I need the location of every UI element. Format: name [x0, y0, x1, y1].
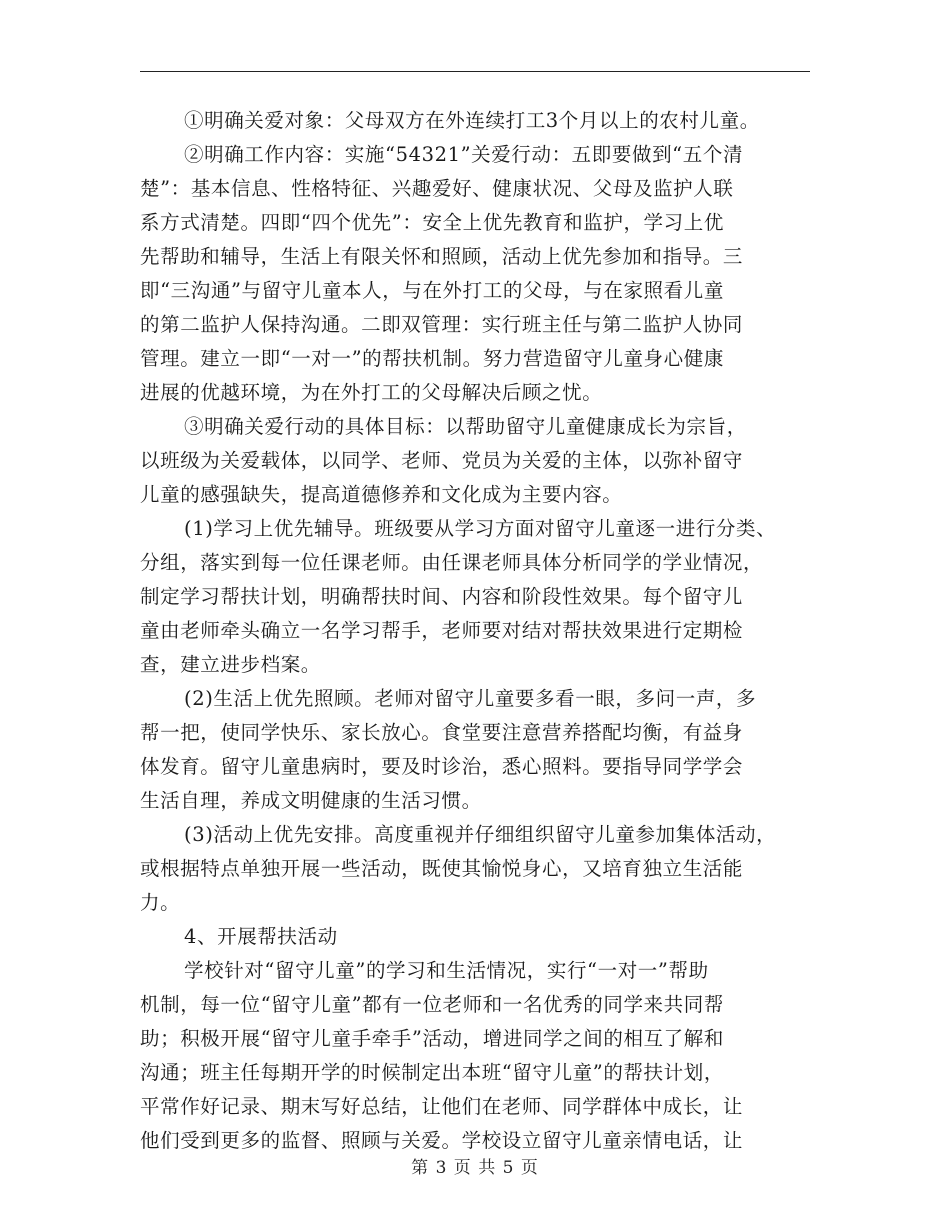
text-line: 楚”：基本信息、性格特征、兴趣爱好、健康状况、父母及监护人联 [140, 177, 734, 200]
text-line: 童由老师牵头确立一名学习帮手，老师要对结对帮扶效果进行定期检 [140, 619, 744, 642]
text-line: 即“三沟通”与留守儿童本人，与在外打工的父母，与在家照看儿童 [140, 279, 724, 302]
text-line: 助；积极开展“留守儿童手牵手”活动，增进同学之间的相互了解和 [140, 1027, 724, 1050]
text-line: ③明确关爱行动的具体目标：以帮助留守儿童健康成长为宗旨， [184, 415, 747, 438]
text-line: 平常作好记录、期末写好总结，让他们在老师、同学群体中成长，让 [140, 1095, 744, 1118]
header-rule [140, 71, 810, 72]
text-line: 机制，每一位“留守儿童”都有一位老师和一名优秀的同学来共同帮 [140, 993, 724, 1016]
text-line: (2)生活上优先照顾。老师对留守儿童要多看一眼，多问一声，多 [184, 687, 757, 710]
text-line: 儿童的感强缺失，提高道德修养和文化成为主要内容。 [140, 483, 623, 506]
document-body [140, 104, 820, 1158]
text-line: 的第二监护人保持沟通。二即双管理：实行班主任与第二监护人协同 [140, 313, 744, 336]
page-number: 第 3 页 共 5 页 [411, 1158, 539, 1178]
text-line: 查，建立进步档案。 [140, 653, 321, 676]
text-line: 进展的优越环境，为在外打工的父母解决后顾之忧。 [140, 381, 603, 404]
text-line: 分组，落实到每一位任课老师。由任课老师具体分析同学的学业情况， [140, 551, 764, 574]
text-line: 学校针对“留守儿童”的学习和生活情况，实行“一对一”帮助 [184, 959, 709, 982]
text-line: (1)学习上优先辅导。班级要从学习方面对留守儿童逐一进行分类、 [184, 517, 777, 540]
text-line: 力。 [140, 891, 181, 914]
text-line: 以班级为关爱载体，以同学、老师、党员为关爱的主体，以弥补留守 [140, 449, 744, 472]
text-line: ②明确工作内容：实施“54321”关爱行动：五即要做到“五个清 [184, 143, 744, 166]
text-line: (3)活动上优先安排。高度重视并仔细组织留守儿童参加集体活动， [184, 823, 777, 846]
text-line: 管理。建立一即“一对一”的帮扶机制。努力营造留守儿童身心健康 [140, 347, 724, 370]
text-line: 沟通；班主任每期开学的时候制定出本班“留守儿童”的帮扶计划， [140, 1061, 724, 1084]
text-line: 制定学习帮扶计划，明确帮扶时间、内容和阶段性效果。每个留守儿 [140, 585, 744, 608]
text-line: 先帮助和辅导，生活上有限关怀和照顾，活动上优先参加和指导。三 [140, 245, 744, 268]
text-line: 帮一把，使同学快乐、家长放心。食堂要注意营养搭配均衡，有益身 [140, 721, 744, 744]
text-line: ①明确关爱对象：父母双方在外连续打工3个月以上的农村儿童。 [184, 109, 760, 132]
text-line: 生活自理，养成文明健康的生活习惯。 [140, 789, 482, 812]
text-line: 体发育。留守儿童患病时，要及时诊治，悉心照料。要指导同学学会 [140, 755, 744, 778]
section-heading: 4、开展帮扶活动 [184, 925, 338, 948]
text-line: 他们受到更多的监督、照顾与关爱。学校设立留守儿童亲情电话，让 [140, 1129, 744, 1152]
text-line: 系方式清楚。四即“四个优先”：安全上优先教育和监护，学习上优 [140, 211, 724, 234]
text-line: 或根据特点单独开展一些活动，既使其愉悦身心，又培育独立生活能 [140, 857, 744, 880]
